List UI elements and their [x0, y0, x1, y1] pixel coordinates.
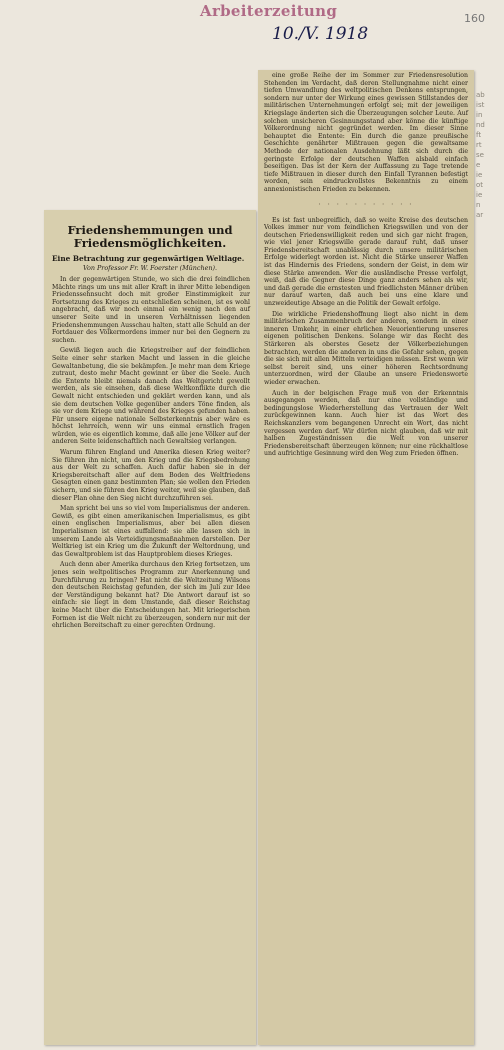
margin-fragment: ie — [476, 191, 483, 199]
body-paragraph: eine große Reihe der im Sommer zur Friedensresolution Stehenden im Verdacht, daß deren Stellungnahme nicht einer tiefen Umwandlung des weltpolitischen Denkens entsprungen, sondern nur unter der Wirkung eines gewissen Stillstandes der militärischen Unternehmungen erfolgt sei; mit der jeweiligen Kriegslage änderten sich die Überzeugungen solcher Leute. Auf solchen unsicheren Gesinnungsstand aber könne die künftige Völkerordnung nicht gegründet werden. Im dieser Sinne behauptet die Entente: Ein durch die ganze preußische Geschichte genährter Mißtrauen gegen die gewaltsame Methode der nationalen Ausdehnung läßt sich durch die geringste Erfolge der deutschen Waffen alsbald einfach beseitigen. Das ist der Kern der Auffassung zu Tage tretende tiefe Mißtrauen in dieser durch den Einfall Tyrannen befestigt worden, sein eindruckvollstes Bekenntnis zu einem annexionistischen Frieden zu bekennen. — [264, 72, 468, 193]
clipping-right-column — [258, 70, 474, 1045]
body-paragraph: Warum führen England und Amerika diesen Krieg weiter? Sie führen ihn nicht, um den Krieg und die Kriegsbedrohung aus der Welt zu schaffen. Auch dafür haben sie in der Kriegsbereitschaft aller auf dem Boden des Weltfriedens Gesagten einen ganz bestimmten Plan; sie wollen den Frieden sichern, und sie führen den Krieg weiter, weil sie glauben, daß dieser Plan ohne den Sieg nicht durchzuführen sei. — [52, 449, 250, 502]
margin-fragment: ist — [476, 101, 485, 109]
margin-fragment: ab — [476, 91, 485, 99]
handwritten-date: 10./V. 1918 — [272, 24, 369, 44]
clipping-left-column — [44, 210, 256, 1045]
margin-fragment: ft — [476, 131, 482, 139]
left-body-text — [44, 276, 256, 630]
margin-fragment: se — [476, 151, 484, 159]
body-paragraph: Auch denn aber Amerika durchaus den Krieg fortsetzen, um jenes sein weltpolitisches Programm zur Anerkennung und Durchführung zu bringen? Hat nicht die Weltzeitung Wilsons den deutschen Reichstag gefunden, der sich im Juli zur Idee der Verständigung bekannt hat? Die Antwort darauf ist so einfach: sie liegt in dem Umstande, daß dieser Reichstag keine Macht über die Entscheidungen hat. Mit kriegerischen Formen ist die Welt nicht zu überzeugen, sondern nur mit der ehrlichen Bereitschaft zu einer gerechten Ordnung. — [52, 561, 250, 630]
margin-fragment: ar — [476, 211, 484, 219]
page-header — [0, 0, 504, 60]
body-paragraph: Die wirkliche Friedenshoffnung liegt also nicht in dem militärischen Zusammenbruch der anderen, sondern in einer inneren Umkehr, in einer ehrlichen Neuorientierung unseres eigenen politischen Denkens. Solange wir das Recht des Stärkeren als oberstes Gesetz der Völkerbeziehungen betrachten, werden die anderen in uns die Gefahr sehen, gegen die sie sich mit allen Mitteln verteidigen müssen. Erst wenn wir selbst bereit sind, uns einer höheren Rechtsordnung unterzuordnen, wird der Glaube an unsere Friedensworte wieder erwachen. — [264, 310, 468, 386]
article-title: Friedenshemmungen und Friedensmöglichkeiten. — [67, 223, 233, 250]
body-paragraph: Es ist fast unbegreiflich, daß so weite Kreise des deutschen Volkes immer nur vom feindlichen Kriegswillen und von der deutschen Friedenswilligkeit reden und sich gar nicht fragen, wie viel jener Kriegswille gerade darauf ruht, daß unser Friedensbereitschaft unablässig durch unsere militärischen Erfolge widerlegt worden ist. Nicht die Stärke unserer Waffen ist das Hindernis des Friedens, sondern der Geist, in dem wir diese Stärke anwenden. Wer die ausländische Presse verfolgt, weiß, daß die Gegner diese Dinge ganz anders sehen als wir, und daß gerade die ernstesten und friedlichsten Männer drüben nur darauf warten, daß auch bei uns eine klare und unzweideutige Absage an die Politik der Gewalt erfolge. — [264, 216, 468, 308]
article-subtitle: Eine Betrachtung zur gegenwärtigen Weltlage. — [52, 254, 245, 263]
margin-fragment: in — [476, 111, 483, 119]
section-divider: · · · · · · · · · · · — [318, 199, 414, 209]
body-paragraph: Auch in der belgischen Frage muß von der Erkenntnis ausgegangen werden, daß nur eine vollständige und bedingungslose Wiederherstellung das Vertrauen der Welt zurückgewinnen kann. Auch hier ist das Wort des Reichskanzlers vom begangenen Unrecht ein Wort, das nicht vergessen werden darf. Wir dürfen nicht glauben, daß wir mit halben Zugeständnissen die Welt von unserer Friedensbereitschaft überzeugen können; nur eine rückhaltlose und aufrichtige Gesinnung wird den Weg zum Frieden öffnen. — [264, 389, 468, 458]
margin-fragment: ie — [476, 171, 483, 179]
right-body-text — [258, 70, 474, 458]
newspaper-masthead: Arbeiterzeitung — [200, 2, 338, 20]
margin-fragment: rt — [476, 141, 482, 149]
margin-fragments — [476, 90, 490, 220]
margin-fragment: n — [476, 201, 481, 209]
margin-fragment: e — [476, 161, 481, 169]
body-paragraph: Man spricht bei uns so viel vom Imperialismus der anderen. Gewiß, es gibt einen amerikanischen Imperialismus, es gibt einen englischen Imperialismus, aber bei allen diesen Imperialismen ist eines auffallend: sie alle lassen sich in unserem Lande als Verteidigungsmaßnahmen darstellen. Der Weltkrieg ist ein Krieg um die Zukunft der Weltordnung, und das Gewaltproblem ist das Hauptproblem dieses Krieges. — [52, 505, 250, 558]
body-paragraph: Gewiß liegen auch die Kriegstreiber auf der feindlichen Seite einer sehr starken Macht und lassen in die gleiche Gewaltanbetung, die sie bekämpfen. Je mehr man dem Kriege zutraut, desto mehr Macht gewinnt er über die Seele. Auch die Entente bleibt niemals danach das Weltgericht gewollt werden, als sie einsehen, daß diese Weltkonflikte durch die Gewalt nicht entschieden und geklärt werden kann, und als sie dem deutschen Volke gegenüber anders Töne finden, als sie vor dem Kriege und während des Krieges gefunden haben. Für unsere eigene nationale Selbsterkenntnis aber wäre es höchst lehrreich, wenn wir uns einmal ernstlich fragen würden, wie es eigentlich komme, daß alle jene Völker auf der anderen Seite leidenschaftlich nach Gewaltsieg verlangen. — [52, 347, 250, 446]
margin-fragment: nd — [476, 121, 485, 129]
margin-fragment: ot — [476, 181, 484, 189]
body-paragraph: In der gegenwärtigen Stunde, wo sich die drei feindlichen Mächte rings um uns mit aller Kraft in ihrer Mitte lebendigen Friedenssehnsucht doch mit großer Einstimmigkeit zur Fortsetzung des Krieges zu entschließen scheinen, ist es wohl angebracht, daß wir noch einmal ein wenig nach den auf unserer Seite und in unseren Verhältnissen liegenden Friedenshemmungen Ausschau halten, statt alle Schuld an der Fortdauer des Völkermordens immer nur bei den Gegnern zu suchen. — [52, 276, 250, 344]
archive-page-number: 160 — [464, 12, 485, 25]
article-byline: Von Professor Fr. W. Foerster (München). — [82, 264, 218, 272]
